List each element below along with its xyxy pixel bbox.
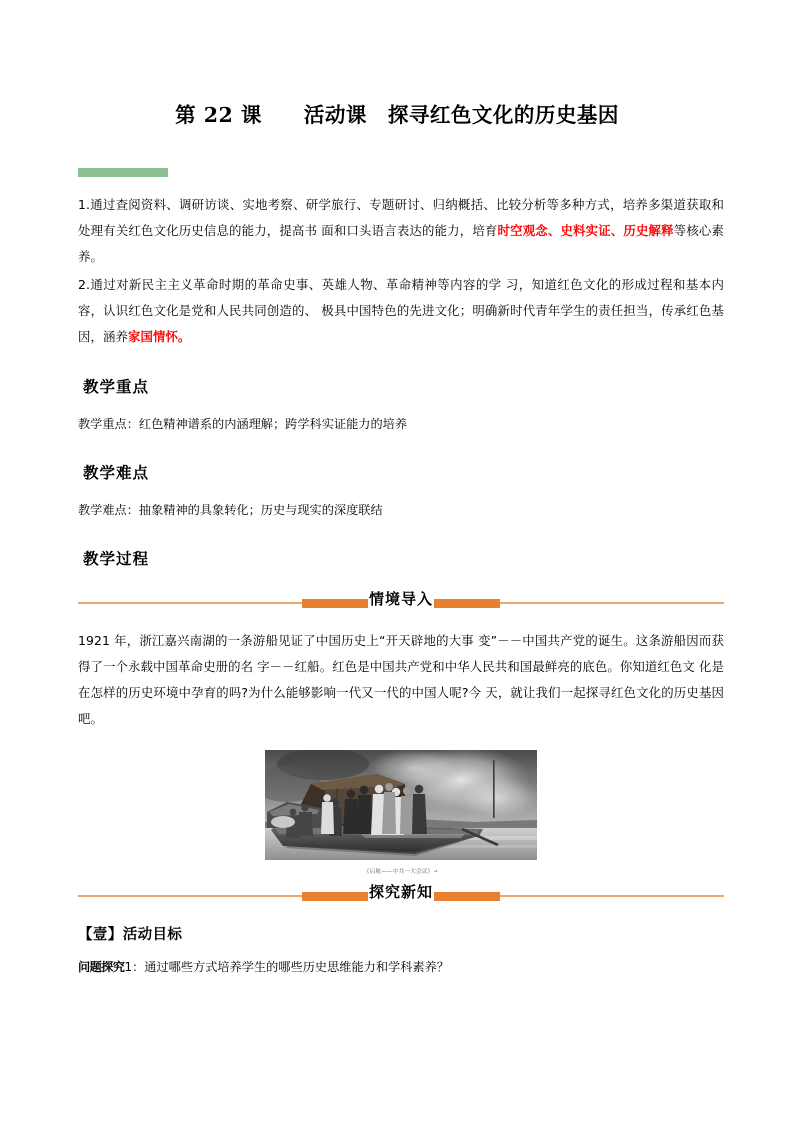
activity-section-label: 【壹】活动目标 [78, 926, 183, 943]
painting-illustration [265, 750, 537, 860]
objective-item-2 [78, 272, 724, 350]
section-heading-difficulties: 教学难点 [78, 463, 153, 483]
banner-rule-right [500, 602, 724, 603]
figure-caption: 《启航——中共一大会议》↵ [363, 869, 439, 875]
objectives-marker-bar [78, 168, 168, 177]
objective-2-emphasis: 家国情怀。 [127, 329, 191, 344]
banner-block-left [302, 599, 368, 608]
objective-1-text-before: 通过查阅资料、调研访谈、实地考察、研学旅行、专题研讨、归纳概括、比较分析等多种方式，培养多渠道获取和处理有关红色文化历史信息的能力，提高书 面和口头语言表达的能力，培育 [78, 197, 724, 238]
banner-explore-new [78, 885, 724, 907]
objective-2-number: 2. [78, 277, 91, 292]
question-lead: 问题探究 [78, 960, 125, 974]
figure-block [78, 750, 724, 875]
banner-label-explore-new: 探究新知 [369, 883, 434, 901]
banner-block-right [434, 599, 500, 608]
objective-1-text-after: 等核心素养。 [78, 223, 725, 264]
content-column [78, 168, 724, 978]
page-title: 第 22 课 活动课 探寻红色文化的历史基因 [175, 103, 619, 127]
banner-situation-intro [78, 592, 724, 614]
section-body-key-points: 教学重点：红色精神谱系的内涵理解；跨学科实证能力的培养 [78, 417, 408, 431]
section-heading-difficulties-wrap [78, 462, 724, 484]
question-number: 1 [124, 960, 133, 974]
painting-image [265, 750, 537, 860]
objective-item-1 [78, 192, 724, 270]
section-heading-process: 教学过程 [78, 549, 153, 569]
objective-1-emphasis: 时空观念、史料实证、历史解释 [497, 223, 674, 238]
section-heading-process-wrap [78, 548, 724, 570]
objective-1-number: 1. [78, 197, 91, 212]
banner-rule-left-2 [78, 895, 302, 896]
banner-block-left-2 [302, 892, 368, 901]
section-heading-key-points-wrap [78, 376, 724, 398]
banner-block-right-2 [434, 892, 500, 901]
question-line-1 [78, 956, 724, 978]
objective-2-text-before: 通过对新民主主义革命时期的革命史事、英雄人物、革命精神等内容的学 习，知道红色文化的形成过程和基本内容，认识红色文化是党和人民共同创造的、 极具中国特色的先进文化；明确新时代青年学生的责任担当，传承红色基因，涵养 [78, 277, 724, 344]
section-body-difficulties: 教学难点：抽象精神的具象转化；历史与现实的深度联结 [78, 503, 383, 517]
banner-label-situation-intro: 情境导入 [369, 590, 434, 608]
question-text: ：通过哪些方式培养学生的哪些历史思维能力和学科素养？ [132, 960, 449, 974]
banner-rule-right-2 [500, 895, 724, 896]
banner-rule-left [78, 602, 302, 603]
section-heading-key-points: 教学重点 [78, 377, 153, 397]
intro-paragraph: 1921 年，浙江嘉兴南湖的一条游船见证了中国历史上“开天辟地的大事 变”－－中国共产党的诞生。这条游船因而获得了一个永载中国革命史册的名 字－－红船。红色是中国共产党和中华人民共和国最鲜亮的底色。你知道红色文 化是在怎样的历史环境中孕育的吗?为什么能够影响一代又一代的中国人呢?今 天，就让我们一起探寻红色文化的历史基因吧。 [78, 633, 724, 726]
